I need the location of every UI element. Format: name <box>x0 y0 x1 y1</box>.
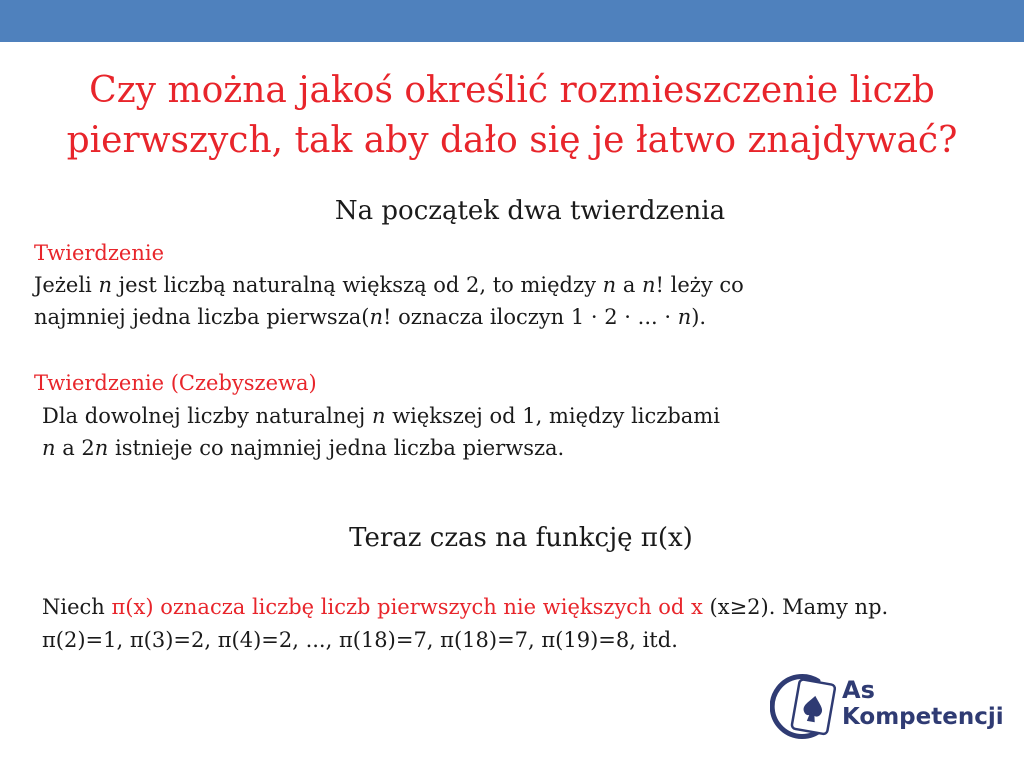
text-run: ! leży co <box>655 273 744 297</box>
theorem-1 <box>34 237 974 333</box>
text-run: a <box>616 273 643 297</box>
definition-line1 <box>42 591 1022 623</box>
theorem-1-line2 <box>34 301 974 333</box>
logo-line1: As <box>842 676 875 704</box>
var-n: n <box>642 273 656 297</box>
theorem-2-line1 <box>42 400 982 432</box>
text-run: a 2 <box>55 436 95 460</box>
theorem-2-label: Twierdzenie (Czebyszewa) <box>34 371 317 395</box>
top-accent-bar <box>0 0 1024 42</box>
text-run: istnieje co najmniej jedna liczba pierwsza. <box>108 436 565 460</box>
logo-text <box>842 677 1004 731</box>
text-run: Dla dowolnej liczby naturalnej <box>42 404 372 428</box>
theorem-2 <box>42 400 982 464</box>
slide-title <box>20 66 1004 166</box>
logo-line2: Kompetencji <box>842 704 1004 730</box>
text-run: ). <box>691 305 707 329</box>
var-n: n <box>98 273 112 297</box>
slide-title-line1: Czy można jakoś określić rozmieszczenie liczb <box>89 70 935 111</box>
var-n: n <box>677 305 692 329</box>
var-n: n <box>371 404 386 428</box>
theorem-1-label: Twierdzenie <box>34 241 165 265</box>
var-n: n <box>602 273 617 297</box>
text-run: większej od 1, między liczbami <box>385 404 720 428</box>
var-n: n <box>42 436 56 460</box>
text-run: Jeżeli <box>34 273 99 297</box>
theorem-2-line2 <box>42 432 982 464</box>
text-run: ! oznacza iloczyn 1 · 2 · ... · <box>383 305 678 329</box>
slide-title-line2: pierwszych, tak aby dało się je łatwo znajdywać? <box>66 120 958 161</box>
text-run: jest liczbą naturalną większą od 2, to między <box>111 273 603 297</box>
text-run: Niech <box>42 595 112 619</box>
text-run: najmniej jedna liczba pierwsza( <box>34 305 370 329</box>
var-n: n <box>94 436 109 460</box>
function-heading: Teraz czas na funkcję π(x) <box>349 523 693 553</box>
definition-examples: π(2)=1, π(3)=2, π(4)=2, ..., π(18)=7, π(18)=7, π(19)=8, itd. <box>42 628 678 652</box>
text-run: (x≥2). Mamy np. <box>702 595 889 619</box>
theorem-1-line1 <box>34 269 974 301</box>
definition-highlight: π(x) oznacza liczbę liczb pierwszych nie większych od x <box>111 595 703 619</box>
intro-heading: Na początek dwa twierdzenia <box>334 196 726 226</box>
var-n: n <box>369 305 384 329</box>
